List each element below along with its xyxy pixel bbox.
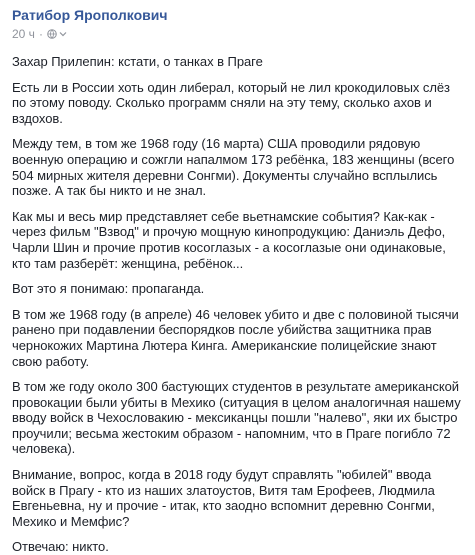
post-body — [12, 54, 463, 555]
post-paragraph-6: В том же 1968 году (в апреле) 46 человек убито и две с половиной тысячи ранено при подавлении беспорядков после убийства защитника прав чернокожих Мартина Лютера Кинга. Американские полицейские знают свою работу. — [12, 306, 459, 369]
post-timestamp[interactable]: 20 ч — [12, 27, 35, 41]
chevron-down-icon — [59, 30, 67, 38]
post-paragraph-1: Захар Прилепин: кстати, о танках в Праге — [12, 54, 263, 69]
post-meta — [12, 26, 463, 42]
privacy-selector[interactable] — [47, 29, 67, 39]
post-paragraph-7: В том же году около 300 бастующих студентов в результате американской провокации были убиты в Мехико (ситуация в целом аналогичная нашему вводу войск в Чехословакию - мексиканцы пошли "налево", яки их быстро проучили; весьма жестоким образом - напомним, что в Праге погибло 72 человека). — [12, 379, 461, 457]
post-paragraph-3: Между тем, в том же 1968 году (16 марта) США проводили рядовую военную операцию и сожгли напалмом 173 ребёнка, 183 женщины (всего 504 мирных жителя деревни Сонгми). Документы случайно всплылись позже. А так бы никто и не знал. — [12, 136, 455, 199]
meta-separator: · — [38, 27, 43, 41]
post-paragraph-9: Отвечаю: никто. — [12, 539, 109, 555]
post-paragraph-2: Есть ли в России хоть один либерал, который не лил крокодиловых слёз по этому поводу. Сколько программ сняли на эту тему, сколько ахов и вздохов. — [12, 79, 450, 126]
post-paragraph-4: Как мы и весь мир представляет себе вьетнамские события? Как-как - через фильм "Взвод" и прочую мощную кинопродукцию: Даниэль Дефо, Чарли Шин и прочие против косоглазых - а косоглазые они одинаковые, кто там разберёт: женщина, ребёнок... — [12, 208, 446, 271]
post-paragraph-5: Вот это я понимаю: пропаганда. — [12, 281, 205, 297]
post-author-link[interactable]: Ратибор Ярополкович — [12, 7, 168, 23]
post-paragraph-8: Внимание, вопрос, когда в 2018 году будут справлять "юбилей" ввода войск в Прагу - кто из наших златоустов, Витя там Ерофеев, Людмила Евгеньевна, ну и прочие - итак, кто заодно вспомнит деревню Сонгми, Мехико и Мемфис? — [12, 467, 435, 529]
globe-icon — [47, 29, 57, 39]
